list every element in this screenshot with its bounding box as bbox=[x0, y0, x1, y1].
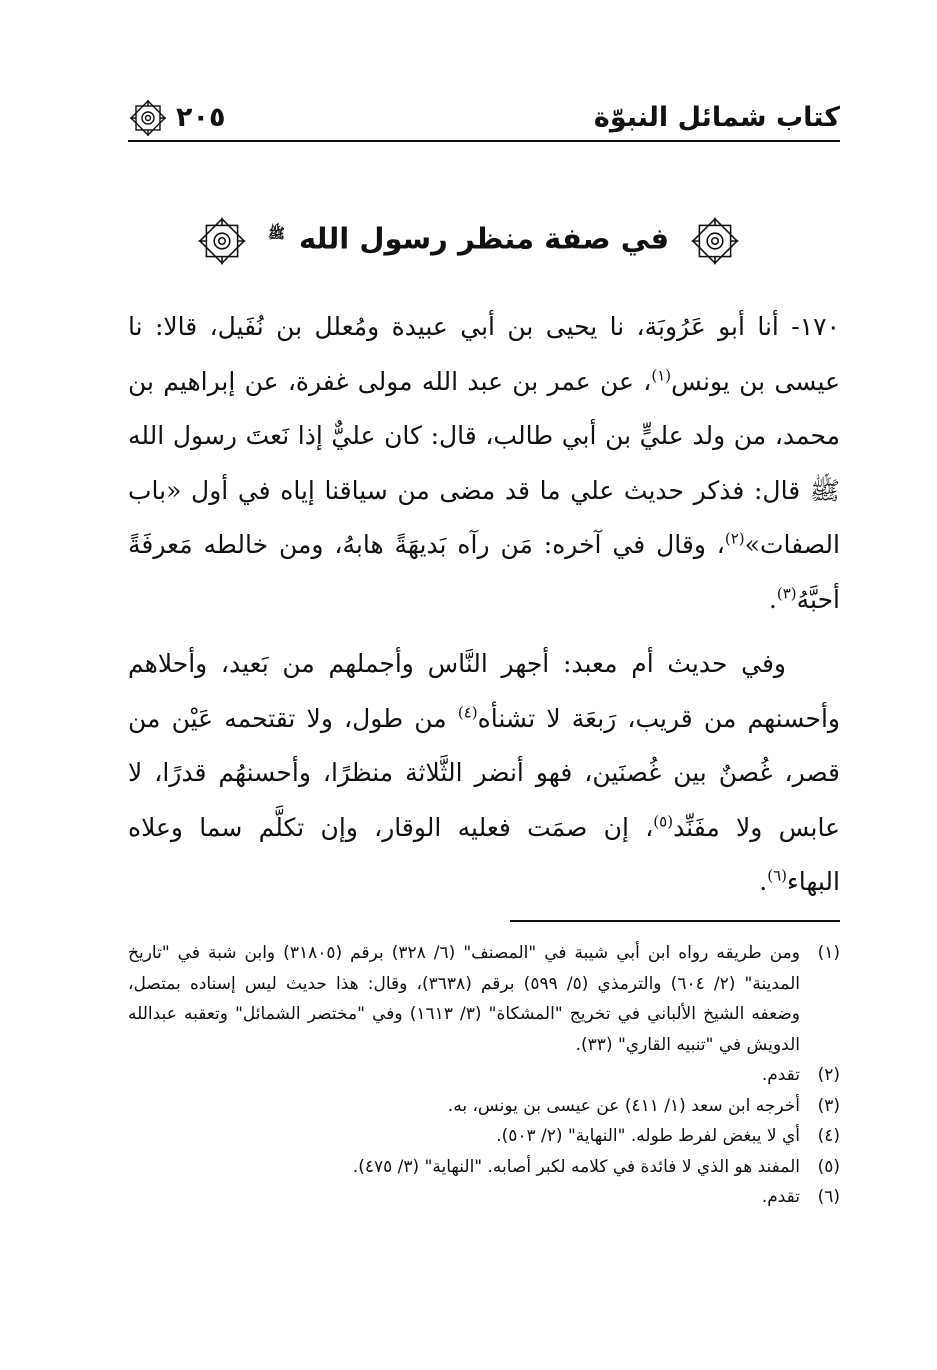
footnote-number: (٤) bbox=[817, 1126, 840, 1146]
footnote-number: (٦) bbox=[817, 1187, 840, 1207]
paragraph-hadith-170: ١٧٠- أنا أبو عَرُوبَة، نا يحيى بن أبي عبيدة ومُعلل بن نُفَيل، قالا: نا عيسى بن يونس$^{(١)}$، عن عمر بن عبد الله مولى غفرة، عن إبراهيم بن محمد، من ولد عليٍّ بن أبي طالب، قال: كان عليٌّ إذا نَعتَ رسول الله ﷺ قال: فذكر حديث علي ما قد مضى من سياقنا إياه في أول «باب الصفات»$^{(٢)}$، وقال في آخره: مَن رآه بَديهَةً هابهُ، ومن خالطه مَعرفَةً أحبَّهُ$^{(٣)}$. bbox=[128, 312, 840, 614]
footnote-number: (٢) bbox=[817, 1065, 840, 1085]
footnote-item bbox=[128, 938, 840, 1060]
footnote-text: ومن طريقه رواه ابن أبي شيبة في "المصنف" (٦/ ٣٢٨) برقم (٣١٨٠٥) وابن شبة في "تاريخ المدينة" (٢/ ٦٠٤) والترمذي (٥/ ٥٩٩) برقم (٣٦٣٨)، وقال: هذا حديث ليس إسناده بمتصل، وضعفه الشيخ الألباني في تخريج "المشكاة" (٣/ ١٦١٣) وفي "مختصر الشمائل" وتعقبه عبدالله الدويش في "تنبيه القاري" (٣٣). bbox=[128, 943, 801, 1055]
footnote-ref[interactable]: (٤) bbox=[457, 703, 478, 722]
ornament-icon bbox=[689, 215, 741, 267]
main-text bbox=[128, 300, 840, 910]
footnote-item bbox=[128, 1152, 840, 1183]
page-header bbox=[128, 98, 840, 142]
footnote-number: (٣) bbox=[817, 1095, 840, 1116]
footnote-ref[interactable]: (١) bbox=[651, 366, 672, 385]
footnote-separator bbox=[510, 920, 840, 922]
footnote-number: (١) bbox=[817, 943, 840, 963]
page-number-block bbox=[128, 98, 225, 138]
ornament-icon bbox=[196, 215, 248, 267]
section-title: في صفة منظر رسول الله bbox=[298, 221, 670, 256]
footnote-text: تقدم. bbox=[761, 1065, 800, 1085]
footnote-ref[interactable]: (٢) bbox=[724, 529, 745, 548]
header-rule bbox=[128, 140, 840, 142]
footnote-item bbox=[128, 1091, 840, 1122]
section-heading bbox=[0, 206, 937, 267]
footnote-ref[interactable]: (٣) bbox=[776, 584, 797, 603]
footnote-ref[interactable]: (٦) bbox=[767, 866, 787, 885]
running-title: كتاب شمائل النبوّة bbox=[593, 102, 840, 133]
footnote-item bbox=[128, 1182, 840, 1213]
footnote-number: (٥) bbox=[817, 1156, 840, 1177]
footnote-text: أخرجه ابن سعد (١/ ٤١١) عن عيسى بن يونس، به. bbox=[447, 1095, 800, 1116]
footnote-item bbox=[128, 1060, 840, 1091]
honorific-glyph: ﷺ bbox=[267, 226, 285, 242]
paragraph-umm-mabad: وفي حديث أم معبد: أجهر النَّاس وأجملهم من بَعيد، وأحلاهم وأحسنهم من قريب، رَبعَة لا تشنأه$^{(٤)}$ من طول، ولا تقتحمه عَيْن من قصر، غُصنٌ بين غُصنَين، فهو أنضر الثَّلاثة منظرًا، وأحسنهُم قدرًا، لا عابس ولا مفَنِّد$^{(٥)}$، إن صمَت فعليه الوقار، وإن تكلَّم سما وعلاه البهاء$^{(٦)}$. bbox=[128, 649, 841, 896]
footnote-text: أي لا يبغض لفرط طوله. "النهاية" (٢/ ٥٠٣). bbox=[496, 1126, 800, 1146]
page-number: ٢٠٥ bbox=[176, 102, 226, 133]
footnote-text: تقدم. bbox=[761, 1187, 800, 1207]
footnote-ref[interactable]: (٥) bbox=[653, 812, 674, 831]
footnote-text: المفند هو الذي لا فائدة في كلامه لكبر أصابه. "النهاية" (٣/ ٤٧٥). bbox=[352, 1156, 800, 1177]
ornament-icon bbox=[128, 98, 168, 138]
footnote-item bbox=[128, 1121, 840, 1152]
footnotes bbox=[128, 938, 840, 1213]
